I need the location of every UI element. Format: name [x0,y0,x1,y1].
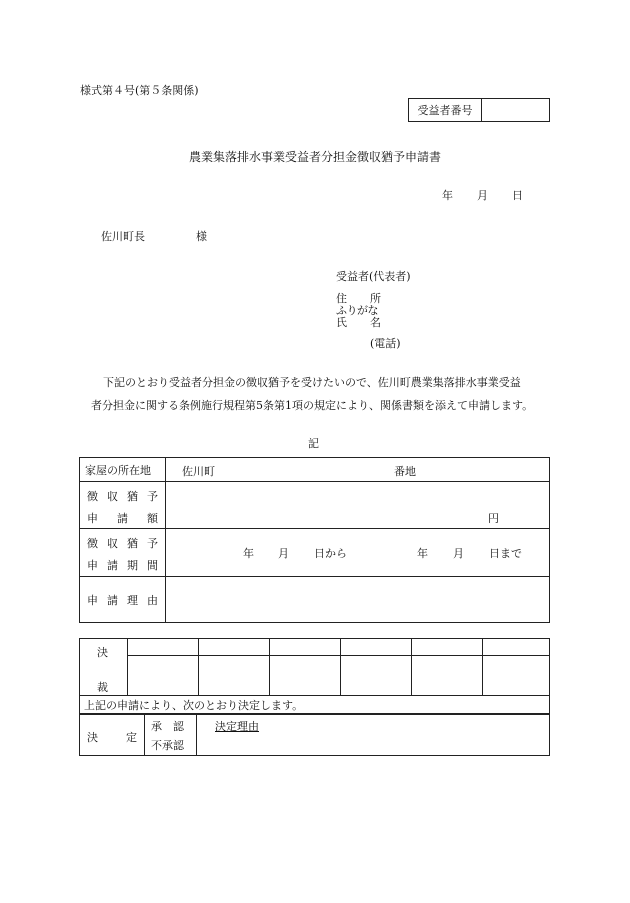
period-label-char: 間 [147,559,158,572]
table-row [80,715,550,756]
period-from-day: 日から [314,547,347,560]
application-table [79,457,550,623]
amount-label-char: 額 [147,512,158,525]
honorific: 様 [196,230,207,243]
reject-option[interactable]: 不承認 [151,739,184,752]
approval-stamp-cell[interactable] [270,656,341,696]
amount-label-char: 請 [117,512,128,525]
kessai-char-1: 決 [97,646,108,659]
approval-stamp-cell[interactable] [412,656,483,696]
decision-note-cell [80,696,550,714]
form-number: 様式第４号(第５条関係) [80,84,199,97]
table-row-period [80,529,550,577]
approval-stamp-cell[interactable] [483,656,550,696]
period-to-day: 日まで [489,547,522,560]
form-title: 農業集落排水事業受益者分担金徴収猶予申請書 [188,150,441,164]
decision-reason-cell[interactable] [197,715,550,756]
decision-result-table [79,714,550,756]
reason-label-char: 申 [87,593,98,607]
approval-stamp-header [341,639,412,656]
approval-stamp-header [199,639,270,656]
period-to-month: 月 [453,547,464,560]
kessai-label-cell [80,639,128,696]
receiver-number-label: 受益者番号 [409,99,482,121]
furigana-label: ふりがな [336,304,378,317]
body-line-2: 者分担金に関する条例施行規程第5条第1項の規定により、関係書類を添えて申請します。 [91,399,534,412]
table-row [80,696,550,714]
decision-table [79,638,550,714]
amount-label-cell [80,482,166,529]
period-label-char: 収 [107,537,118,550]
kettei-char-1: 決 [87,731,98,744]
name-label-2: 名 [370,316,381,329]
phone-label: (電話) [370,337,401,350]
table-row [80,639,550,656]
ki-label: 記 [308,437,319,450]
amount-label-char: 収 [107,490,118,503]
name-label-1: 氏 [336,316,347,329]
approval-stamp-header [270,639,341,656]
amount-label-char: 申 [87,512,98,525]
location-banchi: 番地 [394,465,416,478]
reason-label-cell [80,577,166,623]
amount-label-char: 予 [147,490,158,503]
approval-stamp-header [128,639,199,656]
period-label-char: 予 [147,537,158,550]
reason-label-char: 由 [147,593,158,607]
amount-value-cell[interactable] [166,482,550,529]
applicant-label: 受益者(代表者) [336,270,411,283]
table-row-location [80,458,550,482]
period-from-month: 月 [278,547,289,560]
location-label: 家屋の所在地 [85,463,151,477]
address-label-1: 住 [336,292,347,305]
approval-stamp-header [412,639,483,656]
decision-reason-label: 決定理由 [215,720,259,733]
addressee: 佐川町長 [101,230,145,243]
approval-stamp-cell[interactable] [341,656,412,696]
table-row [80,656,550,696]
date-year: 年 [442,189,453,202]
approval-stamp-cell[interactable] [128,656,199,696]
period-value-cell[interactable] [166,529,550,577]
location-label-cell [80,458,166,482]
period-label-cell [80,529,166,577]
approve-reject-cell[interactable] [145,715,197,756]
location-value-cell[interactable] [166,458,550,482]
period-label-char: 徴 [87,537,98,550]
kettei-label-cell [80,715,145,756]
date-month: 月 [477,189,488,202]
period-label-char: 猶 [127,537,138,550]
period-to-year: 年 [417,547,428,560]
decision-note: 上記の申請により、次のとおり決定します。 [84,698,304,712]
reason-value-cell[interactable] [166,577,550,623]
reason-label-char: 理 [127,593,138,607]
amount-unit: 円 [488,512,499,525]
address-label-2: 所 [370,292,381,305]
period-label-char: 申 [87,559,98,572]
period-label-char: 請 [107,559,118,572]
approval-stamp-header [483,639,550,656]
kessai-char-2: 裁 [97,681,108,694]
reason-label-char: 請 [107,593,118,607]
table-row-amount [80,482,550,529]
period-label-char: 期 [127,559,138,572]
kettei-char-2: 定 [126,731,137,744]
period-from-year: 年 [243,547,254,560]
amount-label-char: 徴 [87,490,98,503]
table-row-reason [80,577,550,623]
amount-label-char: 猶 [127,490,138,503]
receiver-number-box [408,98,550,122]
date-day: 日 [512,189,523,202]
approval-stamp-cell[interactable] [199,656,270,696]
location-town: 佐川町 [182,465,215,478]
approve-option[interactable]: 承 認 [151,720,184,733]
body-line-1: 下記のとおり受益者分担金の徴収猶予を受けたいので、佐川町農業集落排水事業受益 [103,376,521,389]
receiver-number-field[interactable] [482,99,549,121]
